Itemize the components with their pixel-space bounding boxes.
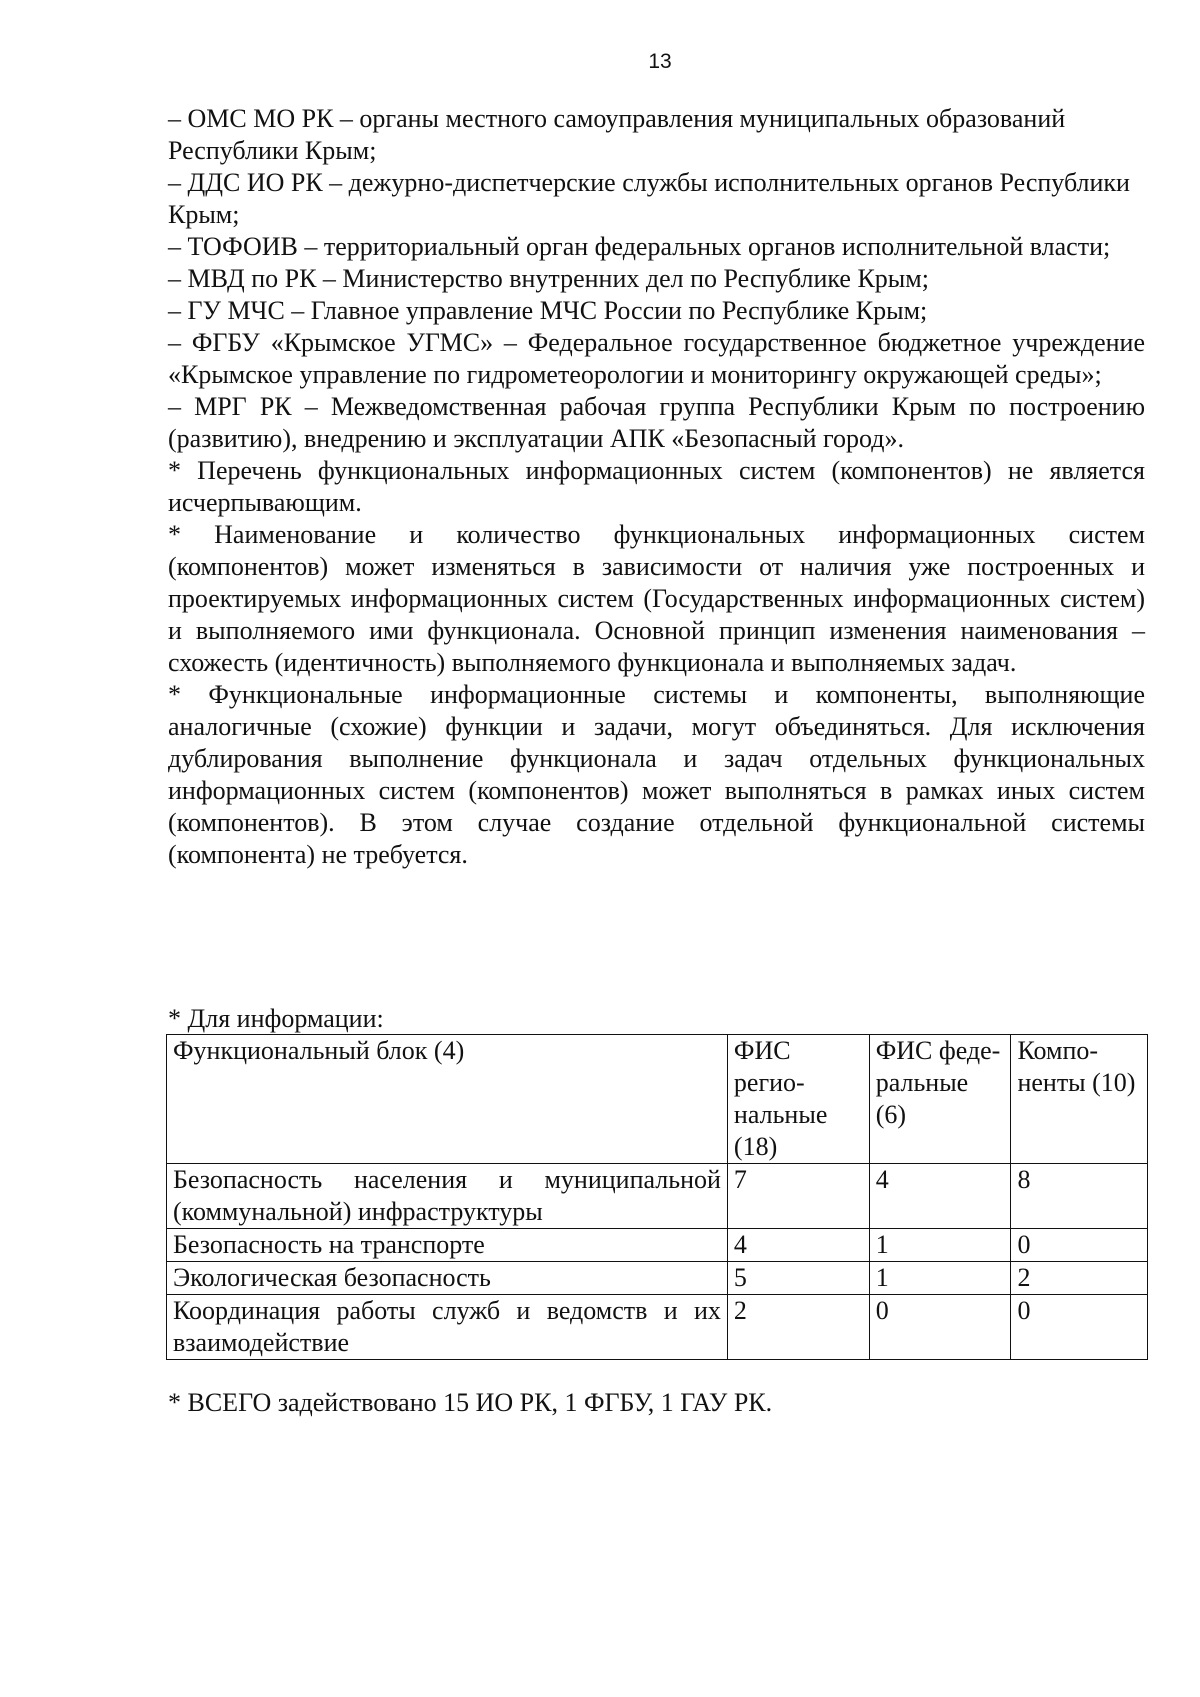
functional-blocks-table (166, 1034, 1148, 1360)
cell-components: 2 (1011, 1262, 1148, 1295)
note-paragraph: * Наименование и количество функциональных информационных систем (компонентов) может изменяться в зависимости от наличия уже построенных и проектируемых информационных систем (Государственных информационных систем) и выполняемого ими функционала. Основной принцип изменения наименования – схожесть (идентичность) выполняемого функционала и выполняемых задач. (168, 520, 1145, 677)
cell-regional: 7 (727, 1164, 869, 1229)
table-row (167, 1262, 1148, 1295)
cell-block: Безопасность населения и муниципальной (коммунальной) инфраструктуры (167, 1164, 728, 1229)
table-row (167, 1295, 1148, 1360)
abbreviation-line: – МВД по РК – Министерство внутренних дел по Республике Крым; (168, 264, 929, 293)
cell-federal: 4 (869, 1164, 1011, 1229)
cell-block: Экологическая безопасность (167, 1262, 728, 1295)
cell-federal: 1 (869, 1229, 1011, 1262)
cell-federal: 0 (869, 1295, 1011, 1360)
cell-components: 8 (1011, 1164, 1148, 1229)
cell-block: Безопасность на транспорте (167, 1229, 728, 1262)
header-functional-block: Функциональный блок (4) (167, 1035, 728, 1164)
cell-regional: 4 (727, 1229, 869, 1262)
note-paragraph: * Функциональные информационные системы и компоненты, выполняющие аналогичные (схожие) функции и задачи, могут объединяться. Для исключения дублирования выполнение функционала и задач отдельных функциональных информационных систем (компонентов) может выполняться в рамках иных систем (компонентов). В этом случае создание отдельной функциональной системы (компонента) не требуется. (168, 680, 1145, 869)
abbreviations-and-notes (168, 103, 1145, 871)
page-number: 13 (648, 50, 672, 73)
abbreviation-line: – ТОФОИВ – территориальный орган федеральных органов исполнительной власти; (168, 232, 1111, 261)
cell-federal: 1 (869, 1262, 1011, 1295)
abbreviation-line: – ДДС ИО РК – дежурно-диспетчерские службы исполнительных органов Республики Крым; (168, 168, 1130, 229)
totals-note: * ВСЕГО задействовано 15 ИО РК, 1 ФГБУ, 1 ГАУ РК. (168, 1388, 773, 1417)
header-components: Компо- ненты (10) (1011, 1035, 1148, 1164)
cell-block: Координация работы служб и ведомств и их взаимодействие (167, 1295, 728, 1360)
header-fis-regional: ФИС регио- нальные (18) (727, 1035, 869, 1164)
table-header-row (167, 1035, 1148, 1164)
cell-regional: 5 (727, 1262, 869, 1295)
table-row (167, 1229, 1148, 1262)
abbreviation-line: – ФГБУ «Крымское УГМС» – Федеральное государственное бюджетное учреждение «Крымское управление по гидрометеорологии и мониторингу окружающей среды»; (168, 328, 1145, 389)
cell-components: 0 (1011, 1295, 1148, 1360)
cell-components: 0 (1011, 1229, 1148, 1262)
table-row (167, 1164, 1148, 1229)
info-heading: * Для информации: (168, 1004, 384, 1033)
note-paragraph: * Перечень функциональных информационных систем (компонентов) не является исчерпывающим. (168, 456, 1145, 517)
abbreviation-line: – МРГ РК – Межведомственная рабочая группа Республики Крым по построению (развитию), внедрению и эксплуатации АПК «Безопасный город». (168, 392, 1145, 453)
abbreviation-line: – ГУ МЧС – Главное управление МЧС России по Республике Крым; (168, 296, 928, 325)
header-fis-federal: ФИС феде- ральные (6) (869, 1035, 1011, 1164)
abbreviation-line: – ОМС МО РК – органы местного самоуправления муниципальных образований Республики Крым; (168, 104, 1066, 165)
cell-regional: 2 (727, 1295, 869, 1360)
